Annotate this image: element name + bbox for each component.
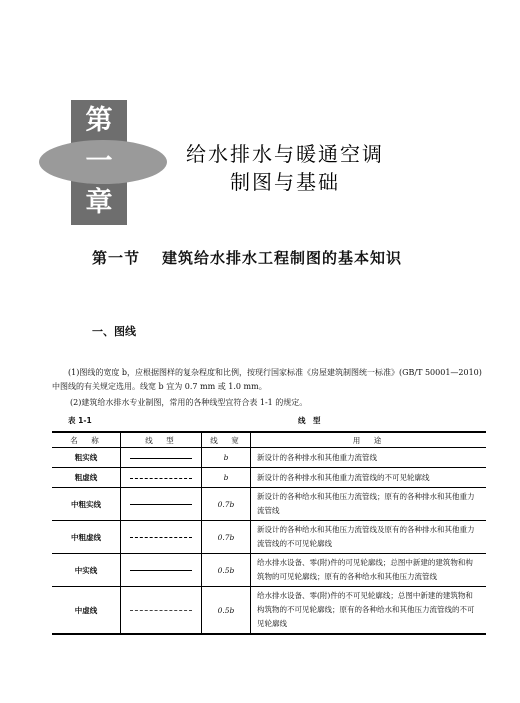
line-type-table: [52, 431, 486, 635]
chapter-title: [170, 140, 400, 196]
line-sample-solid-mid: [130, 504, 192, 505]
table-label: 表 1-1: [68, 416, 92, 425]
row-name: 中虚线: [52, 587, 121, 635]
line-sample-dash-thin: [130, 610, 192, 611]
row-use: 新设计的各种给水和其他压力流管线；原有的各种排水和其他重力流管线: [251, 488, 487, 521]
row-name: 中粗实线: [52, 488, 121, 521]
section-title-text: 建筑给水排水工程制图的基本知识: [162, 249, 403, 267]
row-line-sample: [121, 488, 202, 521]
chapter-char-2: 一: [85, 146, 113, 177]
line-sample-dash-thick: [130, 478, 192, 479]
row-width: b: [202, 468, 251, 488]
row-line-sample: [121, 448, 202, 468]
chapter-char-3: 章: [85, 187, 113, 218]
header-use: 用 途: [251, 432, 487, 448]
row-line-sample: [121, 587, 202, 635]
line-sample-solid-thick: [130, 458, 192, 459]
row-line-sample: [121, 554, 202, 587]
table-row: [52, 468, 486, 488]
header-name: 名 称: [52, 432, 121, 448]
row-width: 0.7b: [202, 488, 251, 521]
row-use: 给水排水设备、零(附)件的可见轮廓线；总图中新建的建筑物和构筑物的可见轮廓线；原有的各种给水和其他压力流管线: [251, 554, 487, 587]
paragraph-1: (1)图线的宽度 b，应根据图样的复杂程度和比例，按现行国家标准《房屋建筑制图统一标准》(GB/T 50001—2010)中图线的有关规定选用。线宽 b 宜为 0.7 mm 或 1.0 mm。: [52, 368, 482, 391]
row-width: 0.5b: [202, 554, 251, 587]
section-number: 第一节: [92, 249, 141, 267]
line-sample-dash-mid: [130, 537, 192, 538]
row-use: 给水排水设备、零(附)件的不可见轮廓线；总图中新建的建筑物和构筑物的不可见轮廓线；原有的各种给水和其他压力流管线的不可见轮廓线: [251, 587, 487, 635]
row-line-sample: [121, 521, 202, 554]
row-width: 0.7b: [202, 521, 251, 554]
chapter-title-line-1: 给水排水与暖通空调: [186, 142, 384, 166]
table-row: [52, 448, 486, 468]
row-width: b: [202, 448, 251, 468]
row-name: 粗虚线: [52, 468, 121, 488]
row-width: 0.5b: [202, 587, 251, 635]
table-row: [52, 488, 486, 521]
table-row: [52, 554, 486, 587]
header-width: 线 宽: [202, 432, 251, 448]
row-use: 新设计的各种排水和其他重力流管线的不可见轮廓线: [251, 468, 487, 488]
section-title: [92, 247, 402, 268]
row-name: 粗实线: [52, 448, 121, 468]
row-line-sample: [121, 468, 202, 488]
header-style: 线 型: [121, 432, 202, 448]
table-caption: 线 型: [298, 416, 321, 425]
chapter-title-line-2: 制图与基础: [230, 170, 340, 194]
chapter-char-1: 第: [85, 105, 113, 136]
row-name: 中粗虚线: [52, 521, 121, 554]
line-sample-solid-thin: [130, 570, 192, 571]
subsection-heading: 一、图线: [92, 325, 136, 338]
table-row: [52, 587, 486, 635]
table-row: [52, 521, 486, 554]
table-header-row: [52, 432, 486, 448]
row-use: 新设计的各种排水和其他重力流管线: [251, 448, 487, 468]
row-use: 新设计的各种给水和其他压力流管线及原有的各种排水和其他重力流管线的不可见轮廓线: [251, 521, 487, 554]
paragraph-2: (2)建筑给水排水专业制图，常用的各种线型宜符合表 1-1 的规定。: [70, 398, 308, 407]
row-name: 中实线: [52, 554, 121, 587]
